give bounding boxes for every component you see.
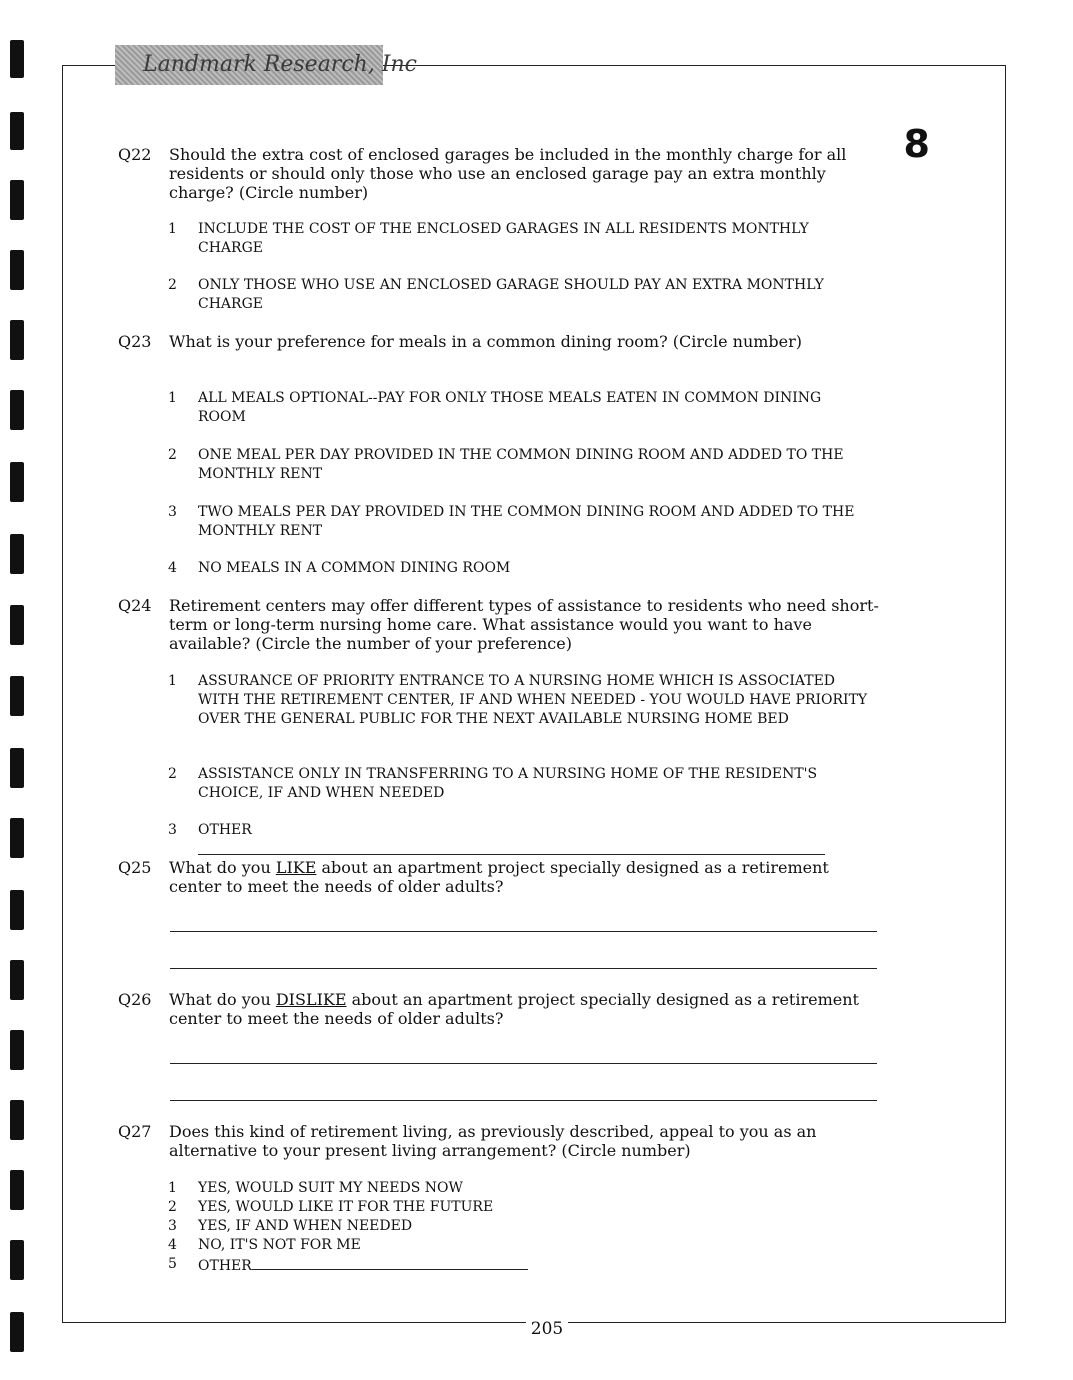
option-number[interactable]: 1 xyxy=(168,390,177,406)
answer-line[interactable] xyxy=(170,1063,877,1064)
other-write-in-line[interactable] xyxy=(252,1255,528,1270)
other-write-in-line[interactable] xyxy=(198,840,825,855)
answer-option[interactable] xyxy=(168,446,868,484)
punch-hole xyxy=(10,676,24,716)
option-text: ASSURANCE OF PRIORITY ENTRANCE TO A NURSING HOME WHICH IS ASSOCIATED WITH THE RETIREMENT CENTER, IF AND WHEN NEEDED - YOU WOULD HAVE PRIORITY OVER THE GENERAL PUBLIC FOR THE NEXT AVAILABLE NURSING HOME BED xyxy=(198,673,868,727)
question-text xyxy=(169,990,883,1028)
question-text: Should the extra cost of enclosed garages be included in the monthly charge for all residents or should only those who use an enclosed garage pay an extra monthly charge? (Circle number) xyxy=(169,145,847,202)
emphasis-word: LIKE xyxy=(275,858,317,877)
punch-hole xyxy=(10,40,24,78)
answer-option[interactable] xyxy=(168,220,868,258)
option-text xyxy=(198,1255,868,1276)
question-text-post: about an apartment project specially designed as a retirement center to meet the needs of older adults? xyxy=(169,990,859,1028)
option-number[interactable]: 4 xyxy=(168,1237,177,1253)
punch-hole xyxy=(10,960,24,1000)
option-label: OTHER xyxy=(198,1258,252,1274)
option-text: YES, IF AND WHEN NEEDED xyxy=(198,1218,413,1234)
answer-option[interactable] xyxy=(168,1179,868,1198)
option-number[interactable]: 1 xyxy=(168,221,177,237)
option-number[interactable]: 1 xyxy=(168,1180,177,1196)
punch-hole xyxy=(10,390,24,430)
answer-option[interactable] xyxy=(168,765,868,803)
option-number[interactable]: 4 xyxy=(168,560,177,576)
question-number: Q23 xyxy=(118,332,152,351)
option-text: YES, WOULD SUIT MY NEEDS NOW xyxy=(198,1180,463,1196)
option-text: NO, IT'S NOT FOR ME xyxy=(198,1237,361,1253)
question-text-post: about an apartment project specially designed as a retirement center to meet the needs of older adults? xyxy=(169,858,829,896)
punch-hole xyxy=(10,250,24,290)
question-text-pre: What do you xyxy=(169,990,276,1009)
question-q26 xyxy=(118,990,883,1028)
answer-line[interactable] xyxy=(170,931,877,932)
punch-hole xyxy=(10,320,24,360)
punch-hole xyxy=(10,534,24,574)
answer-line[interactable] xyxy=(170,1100,877,1101)
punch-hole xyxy=(10,1312,24,1352)
question-number: Q27 xyxy=(118,1122,152,1141)
option-text: TWO MEALS PER DAY PROVIDED IN THE COMMON DINING ROOM AND ADDED TO THE MONTHLY RENT xyxy=(198,504,855,539)
emphasis-word: DISLIKE xyxy=(275,990,347,1009)
answer-option[interactable] xyxy=(168,1255,868,1276)
punch-hole xyxy=(10,1100,24,1140)
punch-hole xyxy=(10,1240,24,1280)
punch-hole xyxy=(10,818,24,858)
option-number[interactable]: 2 xyxy=(168,766,177,782)
option-text: YES, WOULD LIKE IT FOR THE FUTURE xyxy=(198,1199,494,1215)
question-text: What is your preference for meals in a common dining room? (Circle number) xyxy=(169,332,803,351)
answer-line[interactable] xyxy=(170,968,877,969)
question-number: Q22 xyxy=(118,145,152,164)
option-text xyxy=(198,821,878,861)
option-number[interactable]: 3 xyxy=(168,504,177,520)
punch-hole xyxy=(10,605,24,645)
company-logo: Landmark Research, Inc xyxy=(115,45,383,85)
option-text: ONLY THOSE WHO USE AN ENCLOSED GARAGE SHOULD PAY AN EXTRA MONTHLY CHARGE xyxy=(198,277,824,312)
option-number[interactable]: 3 xyxy=(168,1218,177,1234)
option-number[interactable]: 2 xyxy=(168,277,177,293)
question-text: Does this kind of retirement living, as previously described, appeal to you as an alternative to your present living arrangement? (Circle number) xyxy=(169,1122,817,1160)
answer-option[interactable] xyxy=(168,1236,868,1255)
question-q27 xyxy=(118,1122,883,1160)
answer-option[interactable] xyxy=(168,1217,868,1236)
answer-option[interactable] xyxy=(168,821,878,861)
question-text-pre: What do you xyxy=(169,858,276,877)
question-number: Q25 xyxy=(118,858,152,877)
option-number[interactable]: 5 xyxy=(168,1256,177,1272)
punch-hole xyxy=(10,748,24,788)
punch-hole xyxy=(10,890,24,930)
option-number[interactable]: 2 xyxy=(168,447,177,463)
question-text: Retirement centers may offer different types of assistance to residents who need short-term or long-term nursing home care. What assistance would you want to have available? (Circle the number of your preference) xyxy=(169,596,879,653)
option-text: INCLUDE THE COST OF THE ENCLOSED GARAGES IN ALL RESIDENTS MONTHLY CHARGE xyxy=(198,221,809,256)
punch-hole xyxy=(10,1170,24,1210)
question-number: Q24 xyxy=(118,596,152,615)
option-text: ASSISTANCE ONLY IN TRANSFERRING TO A NURSING HOME OF THE RESIDENT'S CHOICE, IF AND WHEN NEEDED xyxy=(198,766,818,801)
question-q25 xyxy=(118,858,883,896)
question-q22 xyxy=(118,145,883,202)
section-number: 8 xyxy=(903,122,930,166)
question-text xyxy=(169,858,883,896)
option-number[interactable]: 1 xyxy=(168,673,177,689)
answer-option[interactable] xyxy=(168,559,868,578)
punch-hole xyxy=(10,1030,24,1070)
answer-option[interactable] xyxy=(168,503,868,541)
option-number[interactable]: 2 xyxy=(168,1199,177,1215)
question-number: Q26 xyxy=(118,990,152,1009)
answer-option[interactable] xyxy=(168,1198,868,1217)
question-q24 xyxy=(118,596,883,653)
answer-option[interactable] xyxy=(168,276,868,314)
answer-option[interactable] xyxy=(168,672,868,729)
page-number: 205 xyxy=(526,1318,568,1340)
option-text: ONE MEAL PER DAY PROVIDED IN THE COMMON DINING ROOM AND ADDED TO THE MONTHLY RENT xyxy=(198,447,844,482)
option-text: NO MEALS IN A COMMON DINING ROOM xyxy=(198,560,511,576)
punch-hole xyxy=(10,180,24,220)
option-label: OTHER xyxy=(198,822,252,838)
option-text: ALL MEALS OPTIONAL--PAY FOR ONLY THOSE MEALS EATEN IN COMMON DINING ROOM xyxy=(198,390,822,425)
answer-option[interactable] xyxy=(168,389,868,427)
question-q23 xyxy=(118,332,883,351)
punch-hole xyxy=(10,462,24,502)
punch-hole xyxy=(10,112,24,150)
option-number[interactable]: 3 xyxy=(168,822,177,838)
